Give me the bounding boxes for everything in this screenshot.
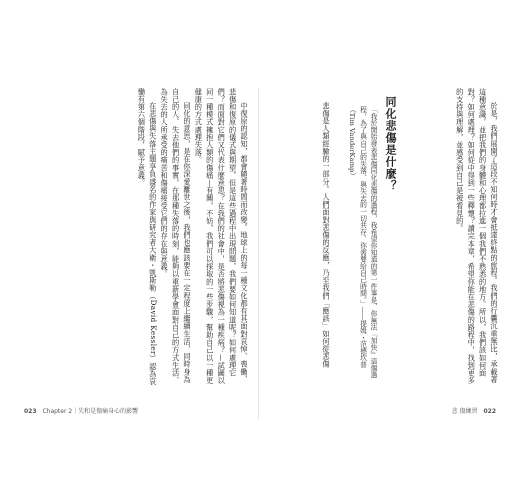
paragraph: 悲傷是人類經驗的一部分。人們面對悲傷的反應，乃至我們「應該」如何從悲傷 bbox=[322, 102, 331, 369]
chapter-title: Chapter 2｜失和是傷痛身心的影響 bbox=[42, 408, 139, 415]
book-title: 悲 傷練習 bbox=[451, 408, 478, 415]
page-number: 023 bbox=[24, 408, 37, 415]
block-quote: 「我於開始發表悲傷同化悲傷的過程，我希望你知道的第一件事是，你無法『加快』這個過程，為了與自己的失落、與失去的一切共存，你需要給自己時間。」——提姆・范德坎普（Tim VanderKamp） bbox=[348, 106, 377, 378]
paragraph: 中復原的認知，都會隨著時間而改變。地球上的每一種文化都有其面對哀悼、喪働、悲傷和復原的儀式與期望，但是這些過程中出現問題，我們要如何知道呢？如何處理它們？而面對它們又代表什麼意思？在我們的社會中，是否將悲傷視為一種疾病？—試圖以同一種模式擁抱人類的傷痛—有關，不妨，我們可以採取的一些步驟，幫助自己以一種更健康的方式處理失落。 bbox=[194, 88, 249, 385]
left-page-text bbox=[22, 88, 250, 388]
intro-text bbox=[402, 88, 500, 388]
section-heading: 同化悲傷是什麼？ bbox=[384, 96, 397, 192]
page-number: 022 bbox=[483, 408, 496, 415]
right-footer bbox=[452, 406, 500, 415]
paragraph: 同化的意思，是在你深愛離世之後，我們也應該要在一定程度上繼續生活，同時身為自己的人、失去他們的事實，在那種失落的時刻，能夠以重新學會面對自己的方式生活、為失去的人所承受的痛苦和傷痛接受它們的存在與意義。 bbox=[160, 88, 192, 385]
paragraph: 於是，我們展開了這段不知何時才會抵達終點的旅程。我們的行囊沉重無比，承載著這種意識，並把我們的身體和心理都拉進一個我們不熟悉的地方。所以，我們該如何面對？如何處理？如何從中得到一些釋懷？讀完本章，希望你能在悲傷的路程中，找到更多的支持與理解，並感受到自己是被看見的。 bbox=[455, 88, 499, 385]
left-footer bbox=[20, 406, 138, 415]
after-quote-text bbox=[272, 88, 332, 388]
left-page bbox=[10, 88, 259, 420]
right-page bbox=[262, 88, 510, 420]
paragraph: 在悲傷與失落主題享負盛名的作家與研究者大衛・凱斯勒（David Kessler）認為哀慟有第六個階段，賦予意義。 bbox=[137, 88, 158, 386]
